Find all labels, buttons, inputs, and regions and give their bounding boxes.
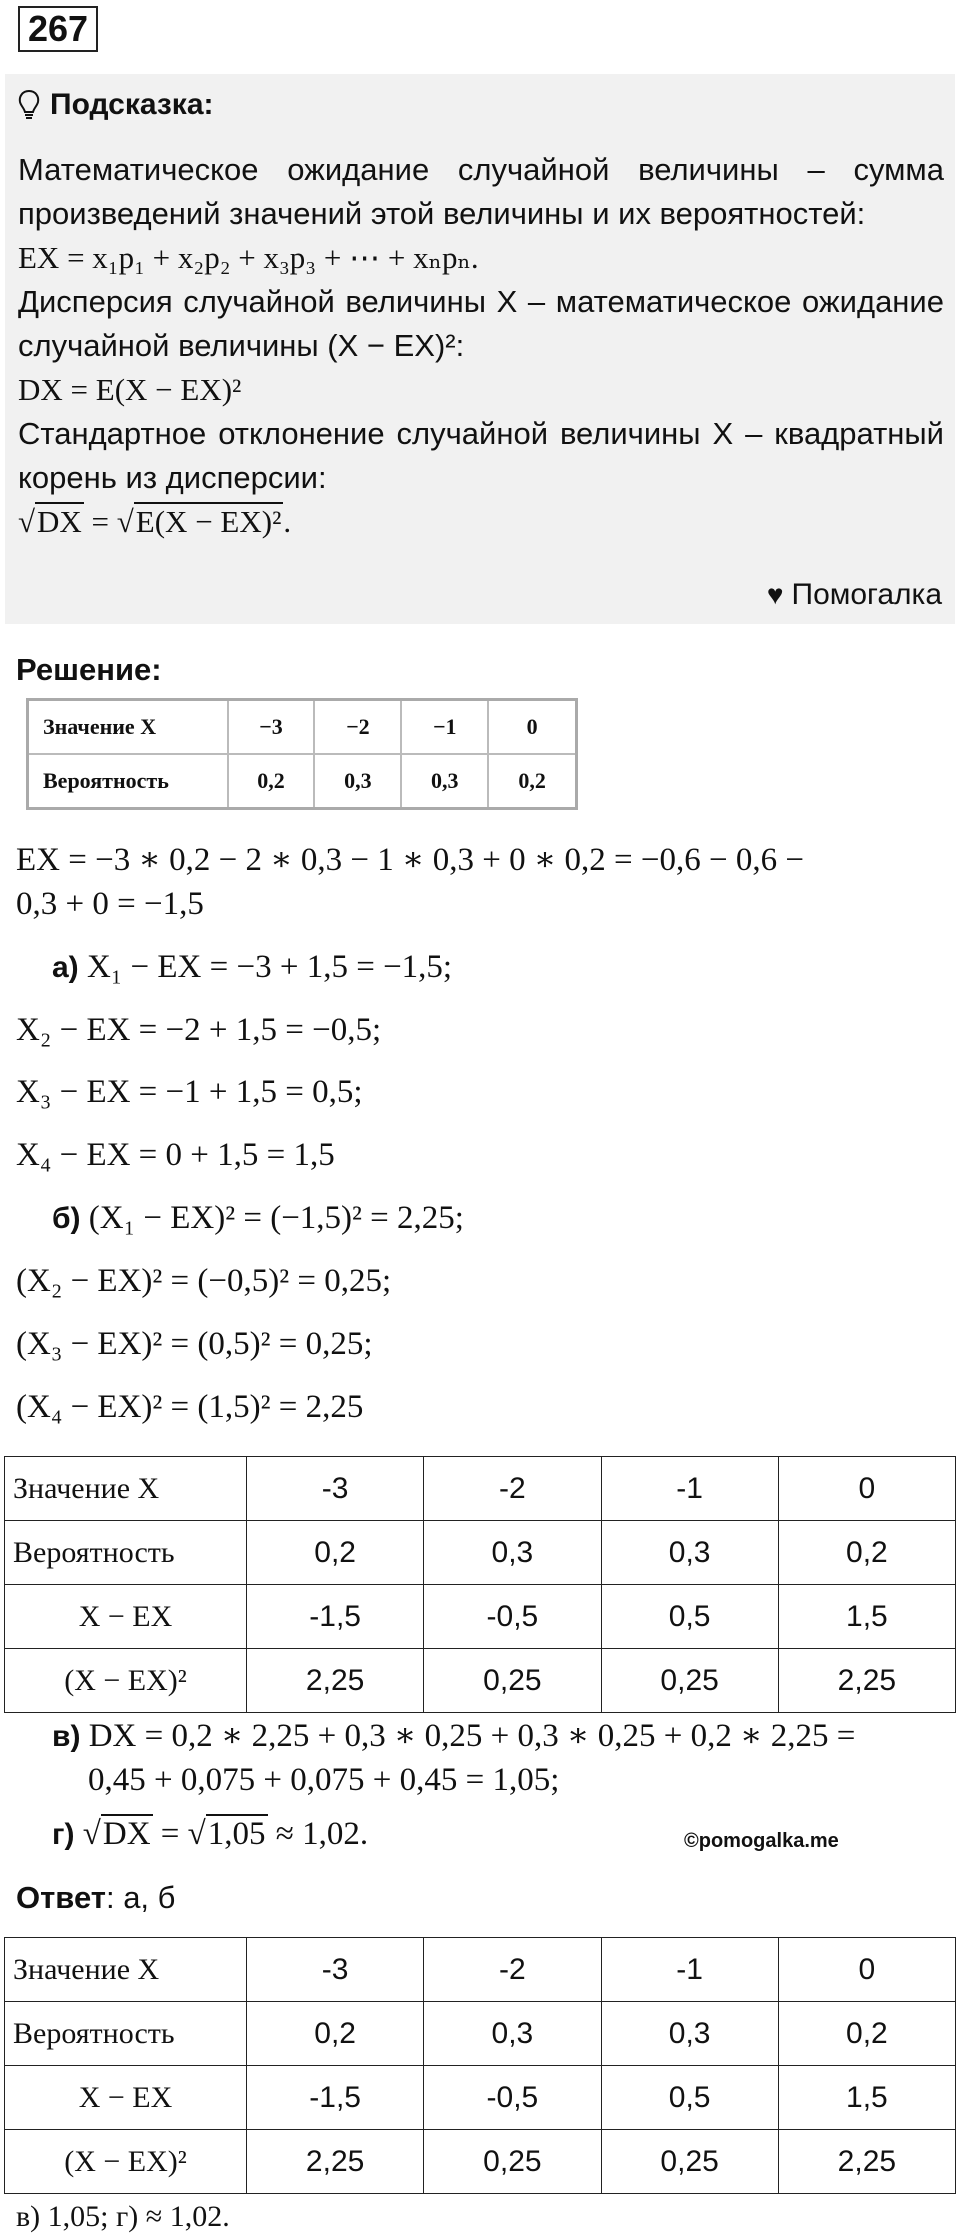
- table-cell: -0,5: [424, 1585, 601, 1649]
- problem-number: 267: [18, 6, 98, 52]
- hint-para3: Стандартное отклонение случайной величины X – квадратный корень из дисперсии:: [18, 416, 944, 495]
- answer-table: [4, 1937, 956, 2194]
- table-cell: -1,5: [247, 2066, 424, 2130]
- table-row-label: X − EX: [5, 2066, 247, 2130]
- table-cell: -3: [247, 1938, 424, 2002]
- table-row-label: Значение X: [5, 1457, 247, 1521]
- table-cell: -2: [424, 1457, 601, 1521]
- part-a-line2: X₂ − EX = −2 + 1,5 = −0,5;: [16, 1012, 382, 1048]
- table-cell: 0,5: [601, 1585, 778, 1649]
- hint-formula1: EX = x₁p₁ + x₂p₂ + x₃p₃ + ⋯ + xₙpₙ.: [18, 240, 479, 275]
- final-answer-line: в) 1,05; г) ≈ 1,02.: [16, 2200, 230, 2233]
- table-cell: 0,2: [247, 2002, 424, 2066]
- small-table-cell: 0,3: [401, 754, 488, 809]
- part-a-line1: а) X₁ − EX = −3 + 1,5 = −1,5;: [52, 949, 453, 985]
- small-table-cell: −1: [401, 700, 488, 755]
- source-table-image: [26, 698, 578, 810]
- ex-line1: EX = −3 ∗ 0,2 − 2 ∗ 0,3 − 1 ∗ 0,3 + 0 ∗ 0,2 = −0,6 − 0,6 −: [16, 842, 804, 878]
- hint-para1: Математическое ожидание случайной величины – сумма произведений значений этой величины и их вероятностей:: [18, 152, 944, 231]
- solution-title: Решение:: [16, 652, 162, 687]
- part-v-line1: в) DX = 0,2 ∗ 2,25 + 0,3 ∗ 0,25 + 0,3 ∗ 0,25 + 0,2 ∗ 2,25 =: [52, 1718, 856, 1754]
- small-table-cell: 0,2: [228, 754, 315, 809]
- table-cell: -1: [601, 1938, 778, 2002]
- small-table-cell: −3: [228, 700, 315, 755]
- part-b-line3: (X₃ − EX)² = (0,5)² = 0,25;: [16, 1326, 373, 1362]
- part-b-line2: (X₂ − EX)² = (−0,5)² = 0,25;: [16, 1263, 392, 1299]
- table-cell: 0,3: [601, 1521, 778, 1585]
- table-cell: -1,5: [247, 1585, 424, 1649]
- answer: Ответ: а, б: [16, 1880, 176, 1915]
- part-b-line4: (X₄ − EX)² = (1,5)² = 2,25: [16, 1389, 364, 1425]
- hint-body: [18, 148, 944, 544]
- watermark: ©pomogalka.me: [684, 1830, 839, 1852]
- ex-line2: 0,3 + 0 = −1,5: [16, 886, 204, 922]
- table-cell: 1,5: [778, 1585, 955, 1649]
- part-g-line: г) √DX = √1,05 ≈ 1,02.: [52, 1816, 369, 1852]
- part-b-line1: б) (X₁ − EX)² = (−1,5)² = 2,25;: [52, 1200, 464, 1236]
- table-cell: 2,25: [247, 2130, 424, 2194]
- table-cell: 0,25: [601, 2130, 778, 2194]
- part-v-line2: 0,45 + 0,075 + 0,075 + 0,45 = 1,05;: [88, 1762, 560, 1798]
- table-cell: 2,25: [778, 2130, 955, 2194]
- table-cell: 0,3: [601, 2002, 778, 2066]
- hint-title-text: Подсказка:: [50, 88, 214, 121]
- small-table-cell: 0,2: [488, 754, 576, 809]
- part-a-line3: X₃ − EX = −1 + 1,5 = 0,5;: [16, 1074, 363, 1110]
- small-table-label: Значение X: [28, 700, 228, 755]
- table-row-label: Вероятность: [5, 1521, 247, 1585]
- small-table-cell: 0: [488, 700, 576, 755]
- hint-title: [18, 88, 214, 122]
- table-cell: -3: [247, 1457, 424, 1521]
- hint-formula2: DX = E(X − EX)²: [18, 372, 242, 407]
- part-a-line4: X₄ − EX = 0 + 1,5 = 1,5: [16, 1137, 335, 1173]
- small-table-cell: 0,3: [314, 754, 401, 809]
- table-cell: 2,25: [778, 1649, 955, 1713]
- table-row-label: Значение X: [5, 1938, 247, 2002]
- hint-para2: Дисперсия случайной величины X – математическое ожидание случайной величины (X − EX)²:: [18, 284, 944, 363]
- credit: [767, 578, 942, 612]
- table-cell: 0,25: [424, 2130, 601, 2194]
- table-cell: 1,5: [778, 2066, 955, 2130]
- table-cell: 0,3: [424, 2002, 601, 2066]
- small-table-cell: −2: [314, 700, 401, 755]
- table-cell: -2: [424, 1938, 601, 2002]
- hint-formula3: √DX = √E(X − EX)².: [18, 504, 292, 539]
- table-row-label: (X − EX)²: [5, 1649, 247, 1713]
- table-cell: 0,25: [424, 1649, 601, 1713]
- values-table: [4, 1456, 956, 1713]
- table-cell: 0,2: [778, 1521, 955, 1585]
- table-cell: 0,5: [601, 2066, 778, 2130]
- heart-icon: ♥: [766, 579, 784, 610]
- lightbulb-icon: [18, 89, 40, 121]
- table-cell: -1: [601, 1457, 778, 1521]
- table-cell: 0,3: [424, 1521, 601, 1585]
- table-cell: 0,2: [247, 1521, 424, 1585]
- table-row-label: Вероятность: [5, 2002, 247, 2066]
- table-cell: 2,25: [247, 1649, 424, 1713]
- table-cell: 0: [778, 1457, 955, 1521]
- table-cell: 0,25: [601, 1649, 778, 1713]
- table-cell: 0,2: [778, 2002, 955, 2066]
- credit-text: Помогалка: [791, 578, 942, 611]
- table-row-label: X − EX: [5, 1585, 247, 1649]
- table-cell: 0: [778, 1938, 955, 2002]
- table-row-label: (X − EX)²: [5, 2130, 247, 2194]
- table-cell: -0,5: [424, 2066, 601, 2130]
- small-table-label: Вероятность: [28, 754, 228, 809]
